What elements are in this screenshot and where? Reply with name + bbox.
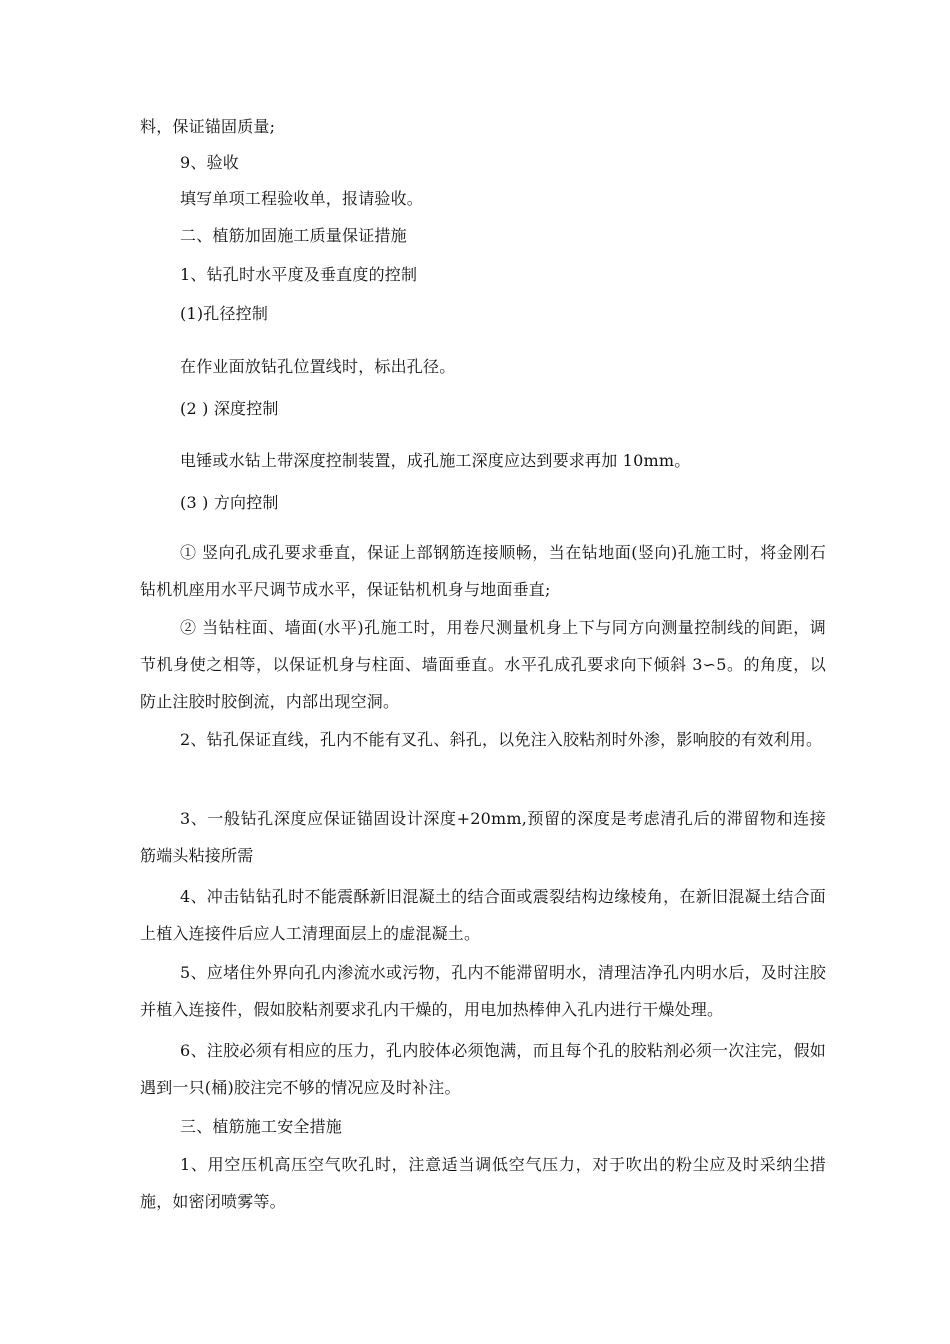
paragraph-hole-diameter: 在作业面放钻孔位置线时，标出孔径。 [180, 357, 456, 376]
paragraph-glue-pressure: 6、注胶必须有相应的压力，孔内胶体必须饱满，而且每个孔的胶粘剂必须一次注完，假如遇到一只(桶)胶注完不够的情况应及时补注。 [140, 1041, 826, 1097]
section-heading-quality: 二、植筋加固施工质量保证措施 [180, 226, 407, 245]
subheading-drilling-control: 1、钻孔时水平度及垂直度的控制 [180, 265, 418, 284]
paragraph-vertical-hole: ① 竖向孔成孔要求垂直，保证上部钢筋连接顺畅，当在钻地面(竖向)孔施工时，将金刚石钻机机座用水平尺调节成水平，保证钻机机身与地面垂直; [140, 543, 826, 599]
heading-step-9: 9、验收 [180, 153, 239, 172]
subheading-depth: (2 ) 深度控制 [180, 399, 279, 418]
paragraph-air-compressor: 1、用空压机高压空气吹孔时，注意适当调低空气压力，对于吹出的粉尘应及时采纳尘措施，如密闭喷雾等。 [140, 1155, 826, 1211]
paragraph-straight-hole: 2、钻孔保证直线，孔内不能有叉孔、斜孔，以免注入胶粘剂时外渗，影响胶的有效利用。 [180, 730, 823, 749]
paragraph-impact-drill: 4、冲击钻钻孔时不能震酥新旧混凝土的结合面或震裂结构边缘棱角，在新旧混凝土结合面上植入连接件后应人工清理面层上的虚混凝土。 [140, 887, 826, 943]
paragraph-water-seal: 5、应堵住外界向孔内渗流水或污物，孔内不能滞留明水，清理洁净孔内明水后，及时注胶并植入连接件，假如胶粘剂要求孔内干燥的，用电加热棒伸入孔内进行干燥处理。 [140, 963, 826, 1019]
subheading-direction: (3 ) 方向控制 [180, 493, 279, 512]
paragraph-depth: 电锤或水钻上带深度控制装置，成孔施工深度应达到要求再加 10mm。 [180, 451, 691, 470]
section-heading-safety: 三、植筋施工安全措施 [180, 1117, 343, 1136]
paragraph-acceptance: 填写单项工程验收单，报请验收。 [180, 189, 424, 208]
subheading-hole-diameter: (1)孔径控制 [180, 304, 269, 323]
paragraph-hole-depth: 3、一般钻孔深度应保证锚固设计深度+20mm,预留的深度是考虑清孔后的滞留物和连接筋端头粘接所需 [140, 809, 826, 865]
paragraph-horizontal-hole: ② 当钻柱面、墙面(水平)孔施工时，用卷尺测量机身上下与同方向测量控制线的间距，调节机身使之相等，以保证机身与柱面、墙面垂直。水平孔成孔要求向下倾斜 3∽5。的角度，以防止注胶时胶倒流，内部出现空洞。 [140, 618, 826, 711]
paragraph-continuation: 料，保证锚固质量; [140, 117, 276, 136]
